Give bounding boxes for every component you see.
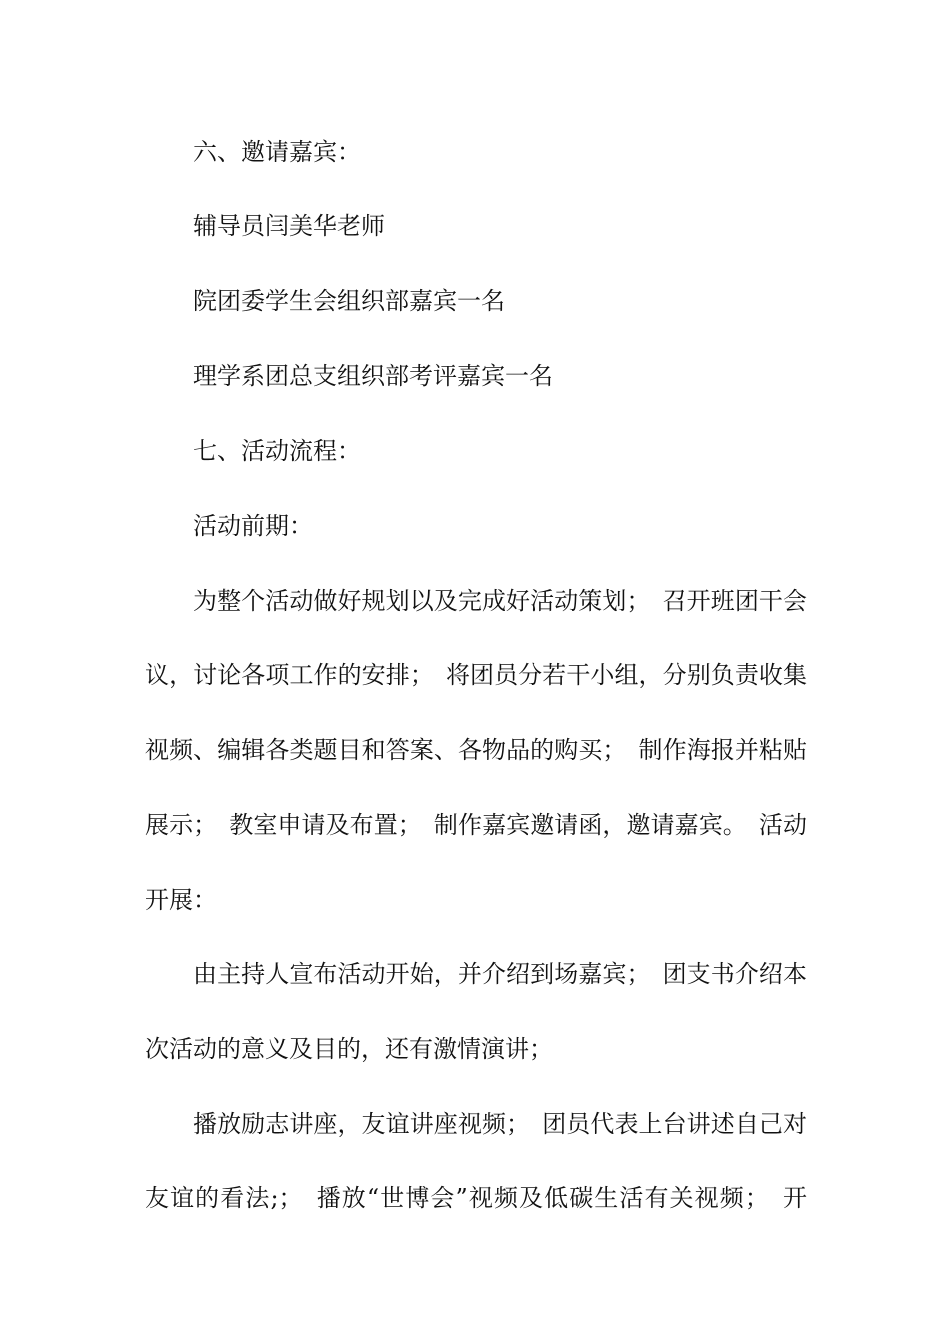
heading-invited-guests: 六、邀请嘉宾： <box>193 138 361 166</box>
paragraph-line: 次活动的意义及目的，还有激情演讲； <box>145 1035 553 1063</box>
guest-item: 院团委学生会组织部嘉宾一名 <box>193 287 505 315</box>
paragraph-line: 展示； 教室申请及布置； 制作嘉宾邀请函，邀请嘉宾。 活动 <box>145 811 807 839</box>
paragraph-line: 播放励志讲座，友谊讲座视频； 团员代表上台讲述自己对 <box>193 1110 807 1138</box>
subheading-pre-activity: 活动前期： <box>193 512 313 540</box>
heading-activity-process: 七、活动流程： <box>193 437 361 465</box>
paragraph-line: 视频、编辑各类题目和答案、各物品的购买； 制作海报并粘贴 <box>145 736 807 764</box>
paragraph-line: 由主持人宣布活动开始，并介绍到场嘉宾； 团支书介绍本 <box>193 960 807 988</box>
guest-item: 理学系团总支组织部考评嘉宾一名 <box>193 362 553 390</box>
paragraph-line: 开展： <box>145 886 217 914</box>
paragraph-line: 为整个活动做好规划以及完成好活动策划； 召开班团干会 <box>193 587 807 615</box>
guest-item: 辅导员闫美华老师 <box>193 212 385 240</box>
paragraph-line: 议，讨论各项工作的安排； 将团员分若干小组，分别负责收集 <box>145 661 807 689</box>
paragraph-line: 友谊的看法;； 播放“世博会”视频及低碳生活有关视频； 开 <box>145 1184 807 1212</box>
